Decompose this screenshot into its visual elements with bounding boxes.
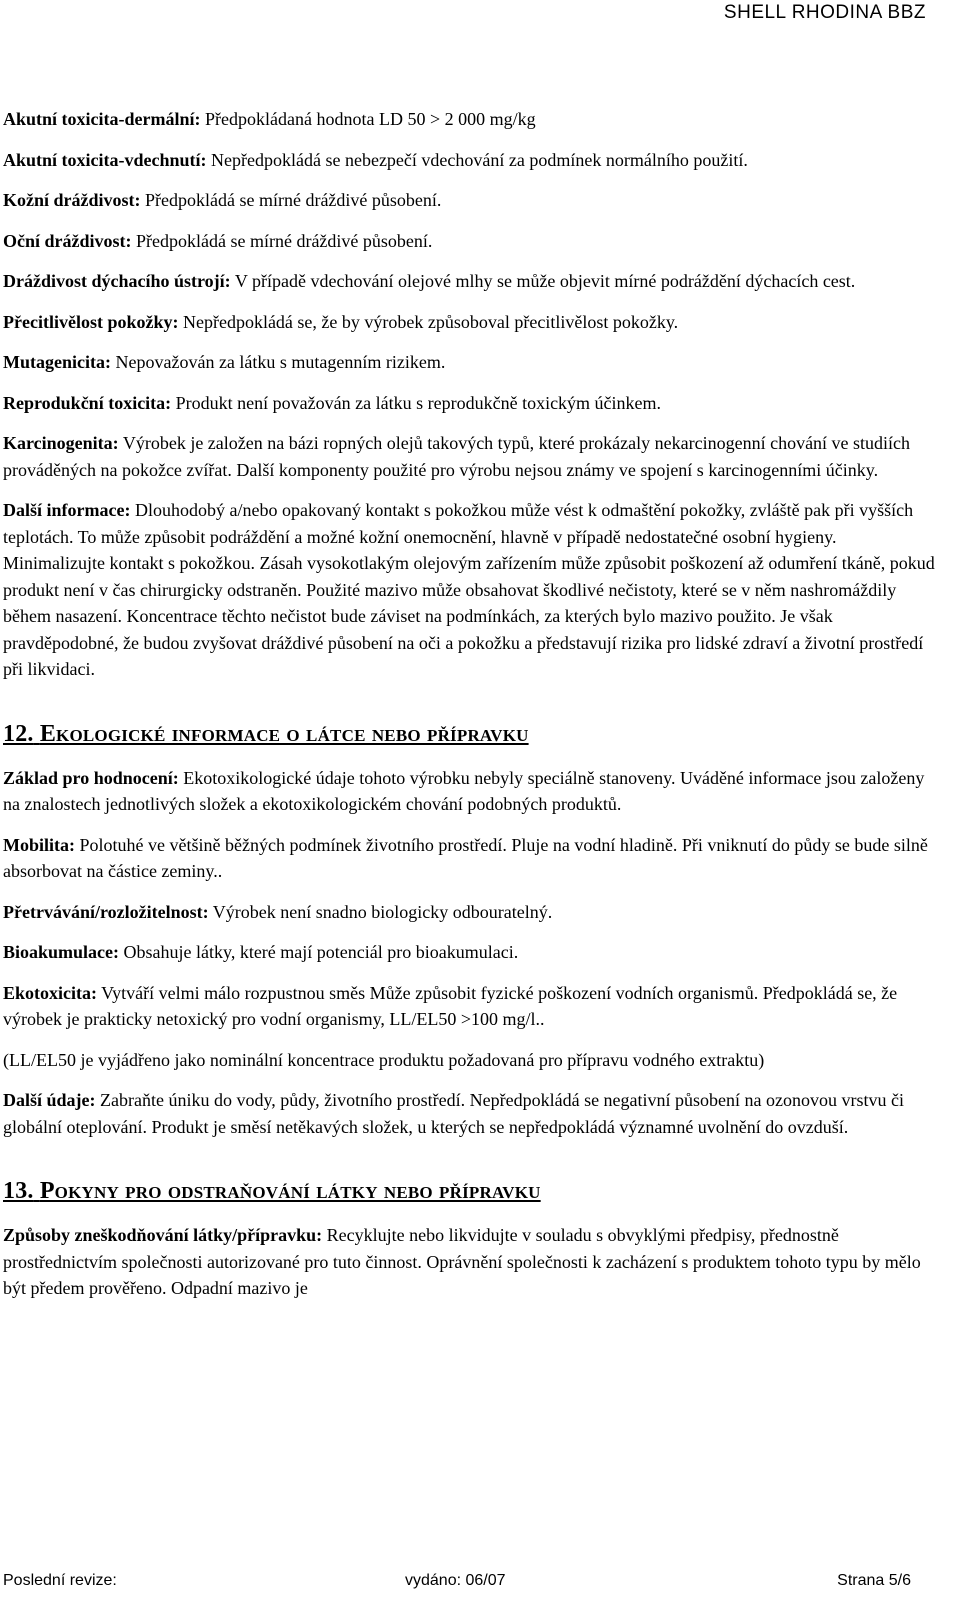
paragraph-label: Bioakumulace: [3,942,120,962]
paragraph-label: Přecitlivělost pokožky: [3,311,179,332]
paragraph-text: Výrobek je založen na bázi ropných olejů takových typů, které prokázaly nekarcinogenní chování ve studiích prováděných na pokožce zvířat. Další komponenty použité pro výrobu nejsou známy ve spojení s karcinogenními účinky. [3,433,911,480]
section-13-heading [3,1176,941,1206]
paragraph-label: Další údaje: [3,1090,96,1110]
paragraph-acute-inhalation [3,147,941,174]
paragraph-eye-irritation [3,228,941,255]
paragraph-disposal-methods [3,1222,941,1302]
paragraph-label: Dráždivost dýchacího ústrojí: [3,271,231,291]
paragraph-label: Mobilita: [3,834,75,855]
paragraph-bioaccumulation [3,939,941,966]
paragraph-label: Oční dráždivost: [3,230,132,251]
paragraph-text: Nepovažován za látku s mutagenním rizikem. [110,352,446,372]
footer-issued-date: vydáno: 06/07 [405,1572,506,1589]
paragraph-ecotoxicity-note [3,1047,941,1074]
paragraph-label: Karcinogenita: [3,433,119,453]
paragraph-text: Vytváří velmi málo rozpustnou směs Může způsobit fyzické poškození vodních organismů. Předpokládá se, že výrobek je prakticky netoxický pro vodní organismy, LL/EL50 >100 mg/l.. [3,982,898,1029]
paragraph-text: Nepředpokládá se nebezpečí vdechování za podmínek normálního použití. [206,149,748,170]
paragraph-label: Mutagenicita: [3,352,111,372]
paragraph-persistence [3,899,941,926]
section-number: 12. [3,720,34,747]
paragraph-label: Ekotoxicita: [3,982,97,1003]
paragraph-label: Kožní dráždivost: [3,190,141,210]
document-body [3,106,941,1316]
paragraph-text: Nepředpokládá se, že by výrobek způsoboval přecitlivělost pokožky. [178,311,679,332]
paragraph-acute-dermal [3,106,941,133]
paragraph-label: Akutní toxicita-dermální: [3,109,201,129]
paragraph-text: Obsahuje látky, které mají potenciál pro bioakumulaci. [119,942,519,962]
paragraph-ecotoxicity [3,980,941,1033]
paragraph-carcinogenicity [3,430,941,483]
paragraph-text: (LL/EL50 je vyjádřeno jako nominální koncentrace produktu požadovaná pro přípravu vodného extraktu) [3,1049,765,1070]
paragraph-label: Přetrvávání/rozložitelnost: [3,901,209,922]
paragraph-skin-sensitization [3,309,941,336]
paragraph-text: Polotuhé ve většině běžných podmínek životního prostředí. Pluje na vodní hladině. Při vniknutí do půdy se bude silně absorbovat na částice zeminy.. [3,834,928,881]
paragraph-text: Recyklujte nebo likvidujte v souladu s obvyklými předpisy, přednostně prostřednictvím společnosti autorizované pro tuto činnost. Oprávnění společnosti k zacházení s produktem tohoto typu by mělo být předem prověřeno. Odpadní mazivo je [3,1225,921,1298]
paragraph-text: Výrobek není snadno biologicky odbouratelný. [208,901,553,922]
footer-last-revision: Poslední revize: [3,1572,117,1589]
footer-page-number: Strana 5/6 [837,1572,911,1589]
paragraph-label: Další informace: [3,500,131,520]
paragraph-reproductive-toxicity [3,390,941,417]
paragraph-label: Reprodukční toxicita: [3,392,172,413]
paragraph-text: Předpokládaná hodnota LD 50 > 2 000 mg/kg [200,109,536,129]
paragraph-respiratory-irritation [3,268,941,295]
section-number: 13. [3,1178,34,1204]
paragraph-label: Akutní toxicita-vdechnutí: [3,149,207,170]
paragraph-text: Dlouhodobý a/nebo opakovaný kontakt s pokožkou může vést k odmaštění pokožky, zvláště pak při vyšších teplotách. To může způsobit podráždění a možné kožní onemocnění, hlavně v případě nedostatečné osobní hygieny. Minimalizujte kontakt s pokožkou. Zásah vysokotlakým olejovým zařízením může způsobit poškození až odumření tkáně, pokud produkt není v čas chirurgicky odstraněn. Použité mazivo může obsahovat škodlivé nečistoty, které se v něm nashromáždily během nasazení. Koncentrace těchto nečistot bude záviset na podmínkách, za kterých bylo mazivo použito. Je však pravděpodobné, že budou zvyšovat dráždivé působení na oči a pokožku a představují rizika pro lidské zdraví a životní prostředí při likvidaci. [3,500,935,679]
section-12-heading [3,719,941,749]
paragraph-additional-info [3,497,941,683]
paragraph-text: Produkt není považován za látku s reprodukčně toxickým účinkem. [171,392,662,413]
paragraph-other-data [3,1087,941,1140]
paragraph-text: Předpokládá se mírné dráždivé působení. [140,190,442,210]
paragraph-mobility [3,832,941,885]
paragraph-skin-irritation [3,187,941,214]
paragraph-label: Způsoby zneškodňování látky/přípravku: [3,1225,323,1245]
paragraph-text: Ekotoxikologické údaje tohoto výrobku nebyly speciálně stanoveny. Uváděné informace jsou založeny na znalostech jednotlivých složek a ekotoxikologickém chování podobných produktů. [3,767,925,814]
section-title: Pokyny pro odstraňování látky nebo přípravku [39,1178,541,1204]
paragraph-label: Základ pro hodnocení: [3,767,179,788]
paragraph-text: Předpokládá se mírné dráždivé působení. [131,230,433,251]
document-footer [3,1572,911,1594]
paragraph-text: Zabraňte úniku do vody, půdy, životního prostředí. Nepředpokládá se negativní působení na ozonovou vrstvu či globální oteplování. Produkt je směsí netěkavých složek, u kterých se nepředpokládá významné uvolnění do ovzduší. [3,1090,905,1137]
paragraph-text: V případě vdechování olejové mlhy se může objevit mírné podráždění dýchacích cest. [230,271,856,291]
paragraph-mutagenicity [3,349,941,376]
document-header-title: SHELL RHODINA BBZ [723,2,926,23]
section-title: Ekologické informace o látce nebo přípravku [39,720,529,747]
paragraph-assessment-basis [3,765,941,818]
